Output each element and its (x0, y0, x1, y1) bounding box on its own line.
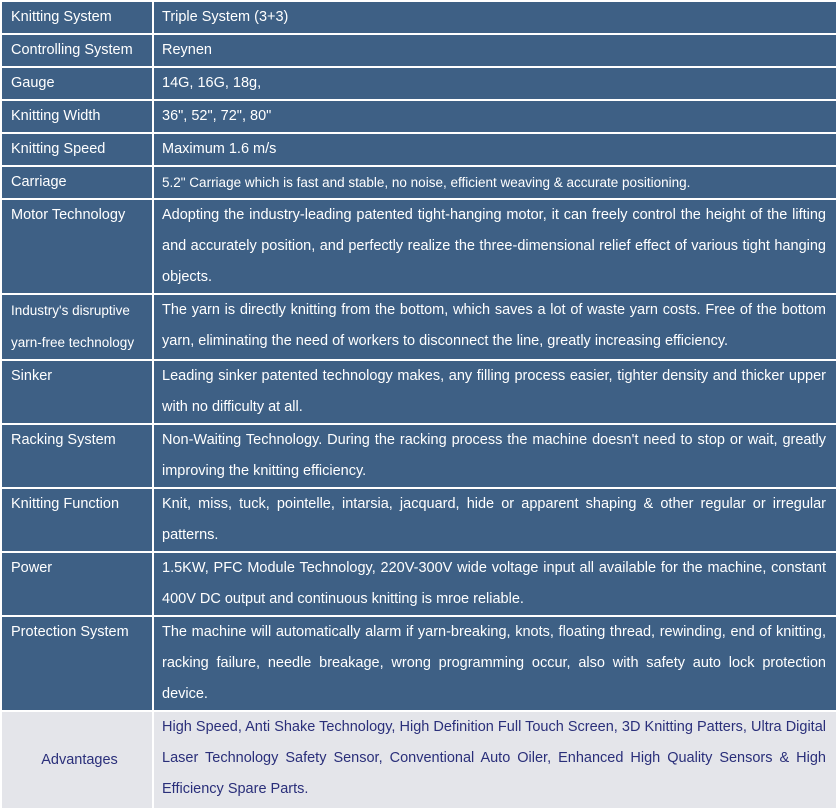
advantages-label: Advantages (1, 711, 153, 809)
spec-value: 36", 52", 72", 80" (153, 100, 836, 133)
spec-row-sinker (1, 360, 836, 424)
spec-row-motor-technology (1, 199, 836, 294)
spec-value: Leading sinker patented technology makes, any filling process easier, tighter density and thicker upper with no difficulty at all. (153, 360, 836, 424)
spec-label-text: Industry's disruptive yarn-free technology (11, 303, 135, 350)
spec-row-racking-system (1, 424, 836, 488)
spec-label: Controlling System (1, 34, 153, 67)
advantages-value: High Speed, Anti Shake Technology, High Definition Full Touch Screen, 3D Knitting Patters, Ultra Digital Laser Technology Safety Sensor, Conventional Auto Oiler, Enhanced High Quality Sensors & High Efficiency Spare Parts. (153, 711, 836, 809)
spec-value: Adopting the industry-leading patented tight-hanging motor, it can freely control the height of the lifting and accurately position, and perfectly realize the three-dimensional relief effect of various tight hanging objects. (153, 199, 836, 294)
spec-row-power (1, 552, 836, 616)
spec-value: Maximum 1.6 m/s (153, 133, 836, 166)
spec-row-carriage (1, 166, 836, 199)
spec-row-knitting-speed (1, 133, 836, 166)
spec-row-protection-system (1, 616, 836, 711)
spec-label: Racking System (1, 424, 153, 488)
spec-value: The machine will automatically alarm if yarn-breaking, knots, floating thread, rewinding, end of knitting, racking failure, needle breakage, wrong programming occur, also with safety auto lock protection device. (153, 616, 836, 711)
spec-row-knitting-width (1, 100, 836, 133)
spec-value: 14G, 16G, 18g, (153, 67, 836, 100)
spec-row-knitting-system (1, 1, 836, 34)
spec-label: Sinker (1, 360, 153, 424)
spec-row-knitting-function (1, 488, 836, 552)
spec-value: 5.2" Carriage which is fast and stable, no noise, efficient weaving & accurate positioning. (153, 166, 836, 199)
spec-value: Non-Waiting Technology. During the racking process the machine doesn't need to stop or wait, greatly improving the knitting efficiency. (153, 424, 836, 488)
spec-label: Knitting Width (1, 100, 153, 133)
spec-row-advantages (1, 711, 836, 809)
spec-label: Protection System (1, 616, 153, 711)
spec-row-gauge (1, 67, 836, 100)
spec-label: Gauge (1, 67, 153, 100)
spec-value: Knit, miss, tuck, pointelle, intarsia, jacquard, hide or apparent shaping & other regular or irregular patterns. (153, 488, 836, 552)
spec-label (1, 294, 153, 360)
spec-label: Knitting Speed (1, 133, 153, 166)
spec-label: Knitting System (1, 1, 153, 34)
spec-row-controlling-system (1, 34, 836, 67)
spec-label: Power (1, 552, 153, 616)
spec-value: The yarn is directly knitting from the bottom, which saves a lot of waste yarn costs. Free of the bottom yarn, eliminating the need of workers to disconnect the line, greatly increasing efficiency. (153, 294, 836, 360)
spec-label: Carriage (1, 166, 153, 199)
spec-label: Motor Technology (1, 199, 153, 294)
spec-row-yarn-free-technology (1, 294, 836, 360)
spec-value: Triple System (3+3) (153, 1, 836, 34)
spec-label: Knitting Function (1, 488, 153, 552)
spec-value: 1.5KW, PFC Module Technology, 220V-300V wide voltage input all available for the machine, constant 400V DC output and continuous knitting is mroe reliable. (153, 552, 836, 616)
spec-value: Reynen (153, 34, 836, 67)
